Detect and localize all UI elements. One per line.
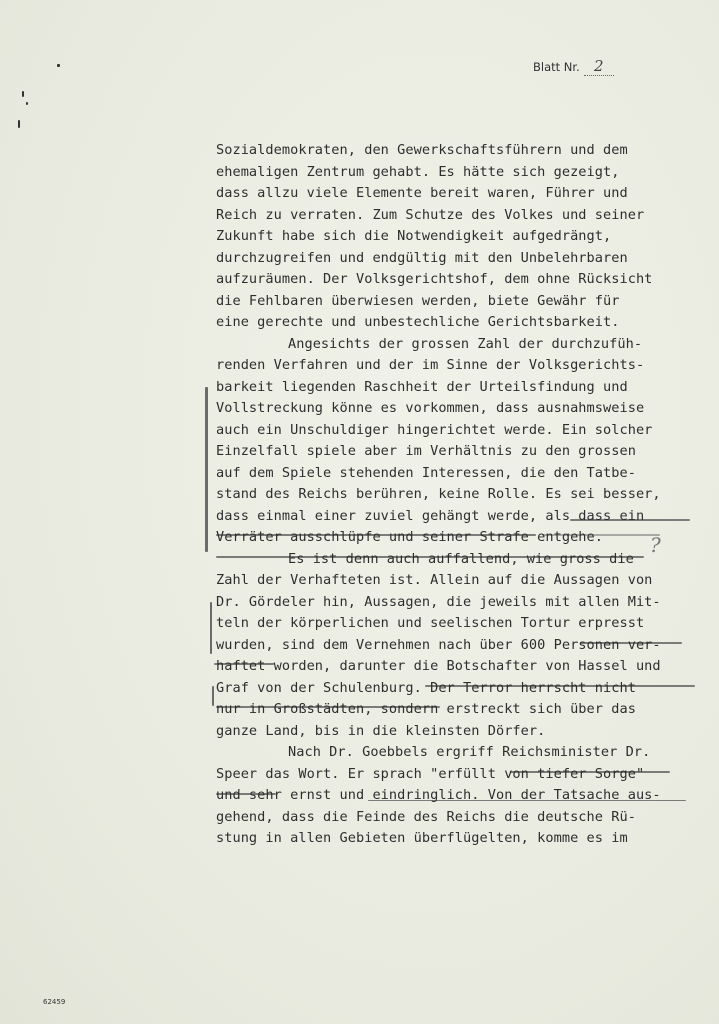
text-line: dass allzu viele Elemente bereit waren, Führer und <box>216 185 628 201</box>
archive-code: 62459 <box>43 998 66 1006</box>
margin-speck <box>26 102 28 105</box>
margin-speck <box>22 91 24 97</box>
text-line: eine gerechte und unbestechliche Gerichtsbarkeit. <box>216 314 620 330</box>
text-line: Zukunft habe sich die Notwendigkeit aufgedrängt, <box>216 228 612 244</box>
text-line: auch ein Unschuldiger hingerichtet werde. Ein solcher <box>216 421 653 438</box>
text-line: Dr. Gördeler hin, Aussagen, die jeweils mit allen Mit- <box>216 593 661 610</box>
margin-bracket <box>212 686 214 706</box>
text-line: wurden, sind dem Vernehmen nach über 600 Personen ver- <box>216 636 661 653</box>
text-line: nur in Großstädten, sondern erstreckt sich über das <box>216 701 636 717</box>
text-line: Sozialdemokraten, den Gewerkschaftsführern und dem <box>216 142 628 158</box>
text-line: auf dem Spiele stehenden Interessen, die den Tatbe- <box>216 464 636 481</box>
text-line: dass einmal einer zuviel gehängt werde, als dass ein <box>216 507 645 524</box>
text-line: Nach Dr. Goebbels ergriff Reichsminister Dr. <box>288 744 651 760</box>
text-line: Speer das Wort. Er sprach "erfüllt von tiefer Sorge" <box>216 765 645 782</box>
margin-speck <box>57 64 60 67</box>
text-line: aufzuräumen. Der Volksgerichtshof, dem ohne Rücksicht <box>216 271 653 287</box>
sheet-number: 2 <box>584 57 614 76</box>
margin-bracket <box>205 387 208 552</box>
text-line: Graf von der Schulenburg. Der Terror herrscht nicht <box>216 679 636 696</box>
text-line: ehemaligen Zentrum gehabt. Es hätte sich gezeigt, <box>216 163 620 180</box>
text-line: Vollstreckung könne es vorkommen, dass ausnahmsweise <box>216 400 645 416</box>
text-line: Reich zu verraten. Zum Schutze des Volkes und seiner <box>216 206 645 223</box>
text-line: stung in allen Gebieten überflügelten, komme es im <box>216 830 628 846</box>
margin-speck <box>18 120 20 128</box>
text-line: Zahl der Verhafteten ist. Allein auf die Aussagen von <box>216 572 653 588</box>
text-line: haftet worden, darunter die Botschafter von Hassel und <box>216 658 661 674</box>
text-line: Verräter ausschlüpfe und seiner Strafe entgehe. <box>216 529 604 545</box>
text-line: durchzugreifen und endgültig mit den Unbelehrbaren <box>216 249 628 266</box>
sheet-label: Blatt Nr. <box>533 60 580 74</box>
text-line: gehend, dass die Feinde des Reichs die deutsche Rü- <box>216 808 636 825</box>
sheet-number-header <box>533 57 614 76</box>
typed-body-text <box>216 140 716 850</box>
text-line: barkeit liegenden Raschheit der Urteilsfindung und <box>216 378 628 395</box>
handwritten-question-mark: ? <box>650 533 661 557</box>
text-line: stand des Reichs berühren, keine Rolle. Es sei besser, <box>216 486 661 502</box>
margin-bracket <box>210 602 212 654</box>
text-line: Angesichts der grossen Zahl der durchzufüh- <box>288 335 643 352</box>
text-line: Es ist denn auch auffallend, wie gross die <box>288 550 634 567</box>
text-line: die Fehlbaren überwiesen werden, biete Gewähr für <box>216 292 620 309</box>
text-line: teln der körperlichen und seelischen Tortur erpresst <box>216 615 645 631</box>
text-line: und sehr ernst und eindringlich. Von der Tatsache aus- <box>216 787 661 803</box>
text-line: ganze Land, bis in die kleinsten Dörfer. <box>216 722 546 739</box>
text-line: Einzelfall spiele aber im Verhältnis zu den grossen <box>216 443 636 459</box>
text-line: renden Verfahren und der im Sinne der Volksgerichts- <box>216 357 645 373</box>
